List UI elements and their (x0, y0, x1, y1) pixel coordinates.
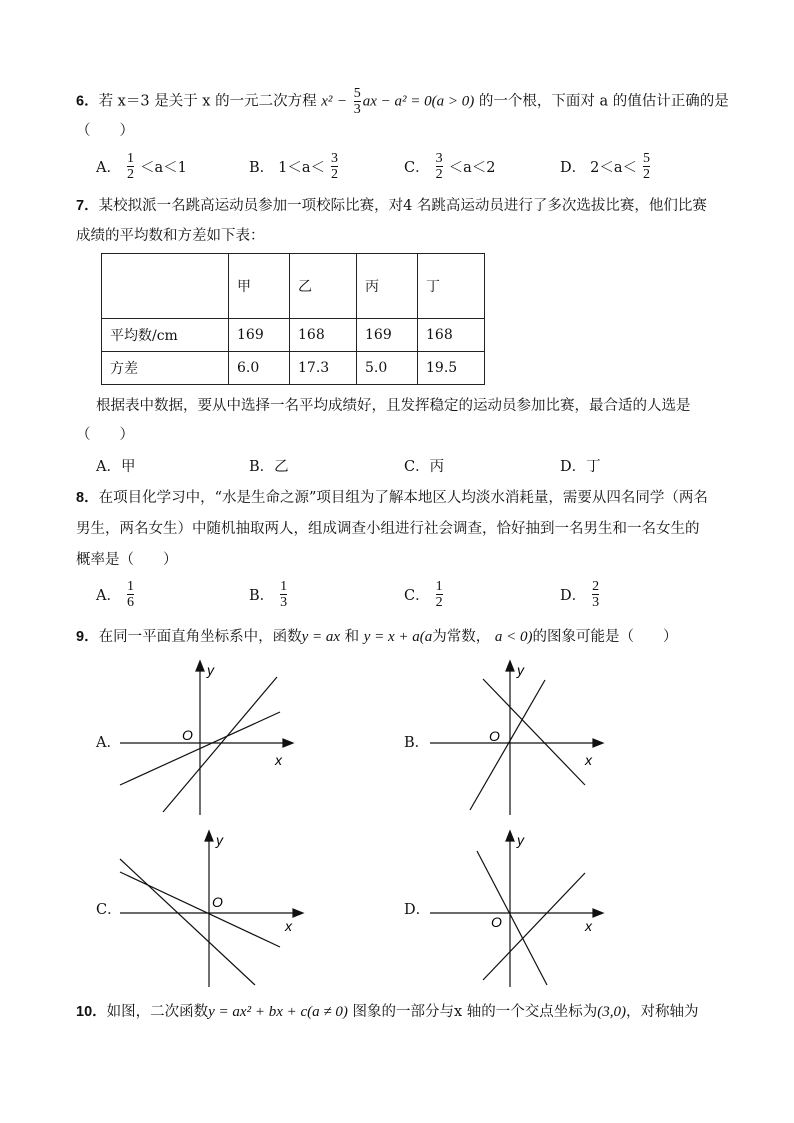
q9-option-b-label[interactable]: B． (404, 735, 430, 751)
table-cell: 168 (290, 319, 357, 352)
y-axis-label: y (517, 832, 524, 848)
table-cell: 平均数/cm (102, 319, 229, 352)
q10-func: y = ax² + bx + c(a ≠ 0) (208, 1004, 348, 1020)
q9-mid: 和 (344, 629, 360, 645)
q8-number: 8． (76, 490, 99, 506)
table-header: 甲 (229, 254, 290, 319)
q6-option-a[interactable]: A． $\frac{1}{2}$ ＜a＜1 (96, 151, 187, 182)
table-cell: 169 (229, 319, 290, 352)
q6-number: 6． (76, 93, 99, 110)
table-row (102, 254, 485, 319)
table-row (102, 319, 485, 352)
y-axis-arrow-icon (205, 831, 213, 841)
q8-option-a[interactable]: A． $\frac{1}{6}$ (96, 579, 134, 610)
q6-line1 (76, 86, 729, 117)
q7-option-b[interactable]: B．乙 (249, 459, 289, 475)
q9-func2: y = x + a(a (363, 629, 433, 645)
y-axis-label: y (207, 662, 214, 678)
x-axis-label: x (285, 918, 292, 934)
q7-line2: 成绩的平均数和方差如下表： (76, 228, 265, 244)
q9-option-d-label[interactable]: D． (404, 902, 431, 918)
q9-graph-d[interactable] (425, 825, 610, 990)
q9-cond: a < 0) (494, 629, 533, 645)
q8-text1: 在项目化学习中，“水是生命之源”项目组为了解本地区人均淡水消耗量，需要从四名同学（两名 (98, 490, 708, 506)
q6-option-b[interactable]: B． 1＜a＜ $\frac{3}{2}$ (249, 151, 339, 182)
q9-graph-b[interactable] (425, 655, 610, 820)
graph-line (470, 680, 545, 810)
q10-lead: 如图，二次函数 (106, 1004, 209, 1020)
q10-tail: ，对称轴为 (626, 1004, 699, 1020)
origin-label: O (491, 914, 502, 930)
q9-tail1: 为常数， (432, 629, 491, 645)
q6-eq-fraction: $\frac{5}{3}$ (353, 86, 361, 117)
table-cell: 6.0 (229, 352, 290, 385)
table-cell: 169 (357, 319, 418, 352)
y-axis-arrow-icon (506, 661, 514, 671)
graph-line (120, 859, 255, 985)
x-axis-arrow-icon (593, 739, 603, 747)
origin-label: O (489, 728, 500, 744)
q6-paren: （ ） (76, 123, 134, 139)
x-axis-arrow-icon (293, 909, 303, 917)
q10-line1 (76, 1002, 699, 1022)
q9-tail2: 的图象可能是（ ） (532, 629, 678, 645)
table-header: 丁 (418, 254, 485, 319)
table-header: 丙 (357, 254, 418, 319)
table-cell (102, 254, 229, 319)
table-cell: 5.0 (357, 352, 418, 385)
q7-option-d[interactable]: D．丁 (560, 459, 601, 475)
q7-option-c[interactable]: C．丙 (404, 459, 445, 475)
q9-graph-a[interactable] (115, 655, 300, 820)
x-axis-label: x (585, 752, 592, 768)
q9-option-a-label[interactable]: A． (96, 735, 121, 751)
table-cell: 19.5 (418, 352, 485, 385)
origin-label: O (182, 727, 193, 743)
q7-question: 根据表中数据，要从中选择一名平均成绩好，且发挥稳定的运动员参加比赛，最合适的人选是 (96, 398, 691, 414)
q7-stats-table (101, 253, 485, 385)
q9-lead: 在同一平面直角坐标系中，函数 (98, 629, 302, 645)
q8-option-d[interactable]: D． $\frac{2}{3}$ (560, 579, 600, 610)
graph-line (477, 851, 547, 985)
graph-line (163, 677, 277, 812)
q9-func1: y = ax (301, 629, 341, 645)
q7-line1 (76, 196, 707, 216)
q7-text1: 某校拟派一名跳高运动员参加一项校际比赛，对4 名跳高运动员进行了多次选拔比赛，他们比赛 (98, 198, 707, 214)
q6-eq-rest: ax − a² = 0(a > 0) (362, 93, 475, 110)
x-axis-arrow-icon (593, 909, 603, 917)
y-axis-arrow-icon (196, 661, 204, 671)
q8-line3: 概率是（ ） (76, 552, 178, 568)
q9-option-c-label[interactable]: C． (96, 902, 122, 918)
q9-line1 (76, 627, 678, 647)
table-cell: 方差 (102, 352, 229, 385)
q7-option-a[interactable]: A．甲 (96, 459, 136, 475)
x-axis-label: x (585, 918, 592, 934)
q9-graph-c[interactable] (115, 825, 310, 990)
x-axis-arrow-icon (283, 739, 293, 747)
table-cell: 17.3 (290, 352, 357, 385)
q10-point: (3,0) (597, 1004, 627, 1020)
table-header: 乙 (290, 254, 357, 319)
q8-option-c[interactable]: C． $\frac{1}{2}$ (404, 579, 443, 610)
y-axis-label: y (216, 832, 223, 848)
q8-line1 (76, 488, 708, 508)
q6-eq-x2: x² (321, 93, 333, 110)
q6-option-d[interactable]: D． 2＜a＜ $\frac{5}{2}$ (560, 151, 651, 182)
q8-line2: 男生，两名女生）中随机抽取两人，组成调查小组进行社会调查，恰好抽到一名男生和一名女生的 (76, 521, 700, 537)
q8-option-b[interactable]: B． $\frac{1}{3}$ (249, 579, 288, 610)
table-row (102, 352, 485, 385)
y-axis-label: y (517, 662, 524, 678)
q9-number: 9． (76, 629, 99, 645)
q10-number: 10． (76, 1004, 107, 1020)
table-cell: 168 (418, 319, 485, 352)
x-axis-label: x (275, 752, 282, 768)
q7-number: 7． (76, 198, 99, 214)
q6-lead: 若 x＝3 是关于 x 的一元二次方程 (98, 93, 317, 110)
origin-label: O (212, 894, 223, 910)
q7-paren: （ ） (76, 427, 134, 443)
q6-option-c[interactable]: C． $\frac{3}{2}$ ＜a＜2 (404, 151, 496, 182)
q6-tail: 的一个根，下面对 a 的值估计正确的是 (478, 93, 729, 110)
q10-mid: 图象的一部分与x 轴的一个交点坐标为 (352, 1004, 598, 1020)
q6-eq-minus: − (336, 93, 348, 110)
graph-line (120, 872, 280, 947)
y-axis-arrow-icon (506, 831, 514, 841)
